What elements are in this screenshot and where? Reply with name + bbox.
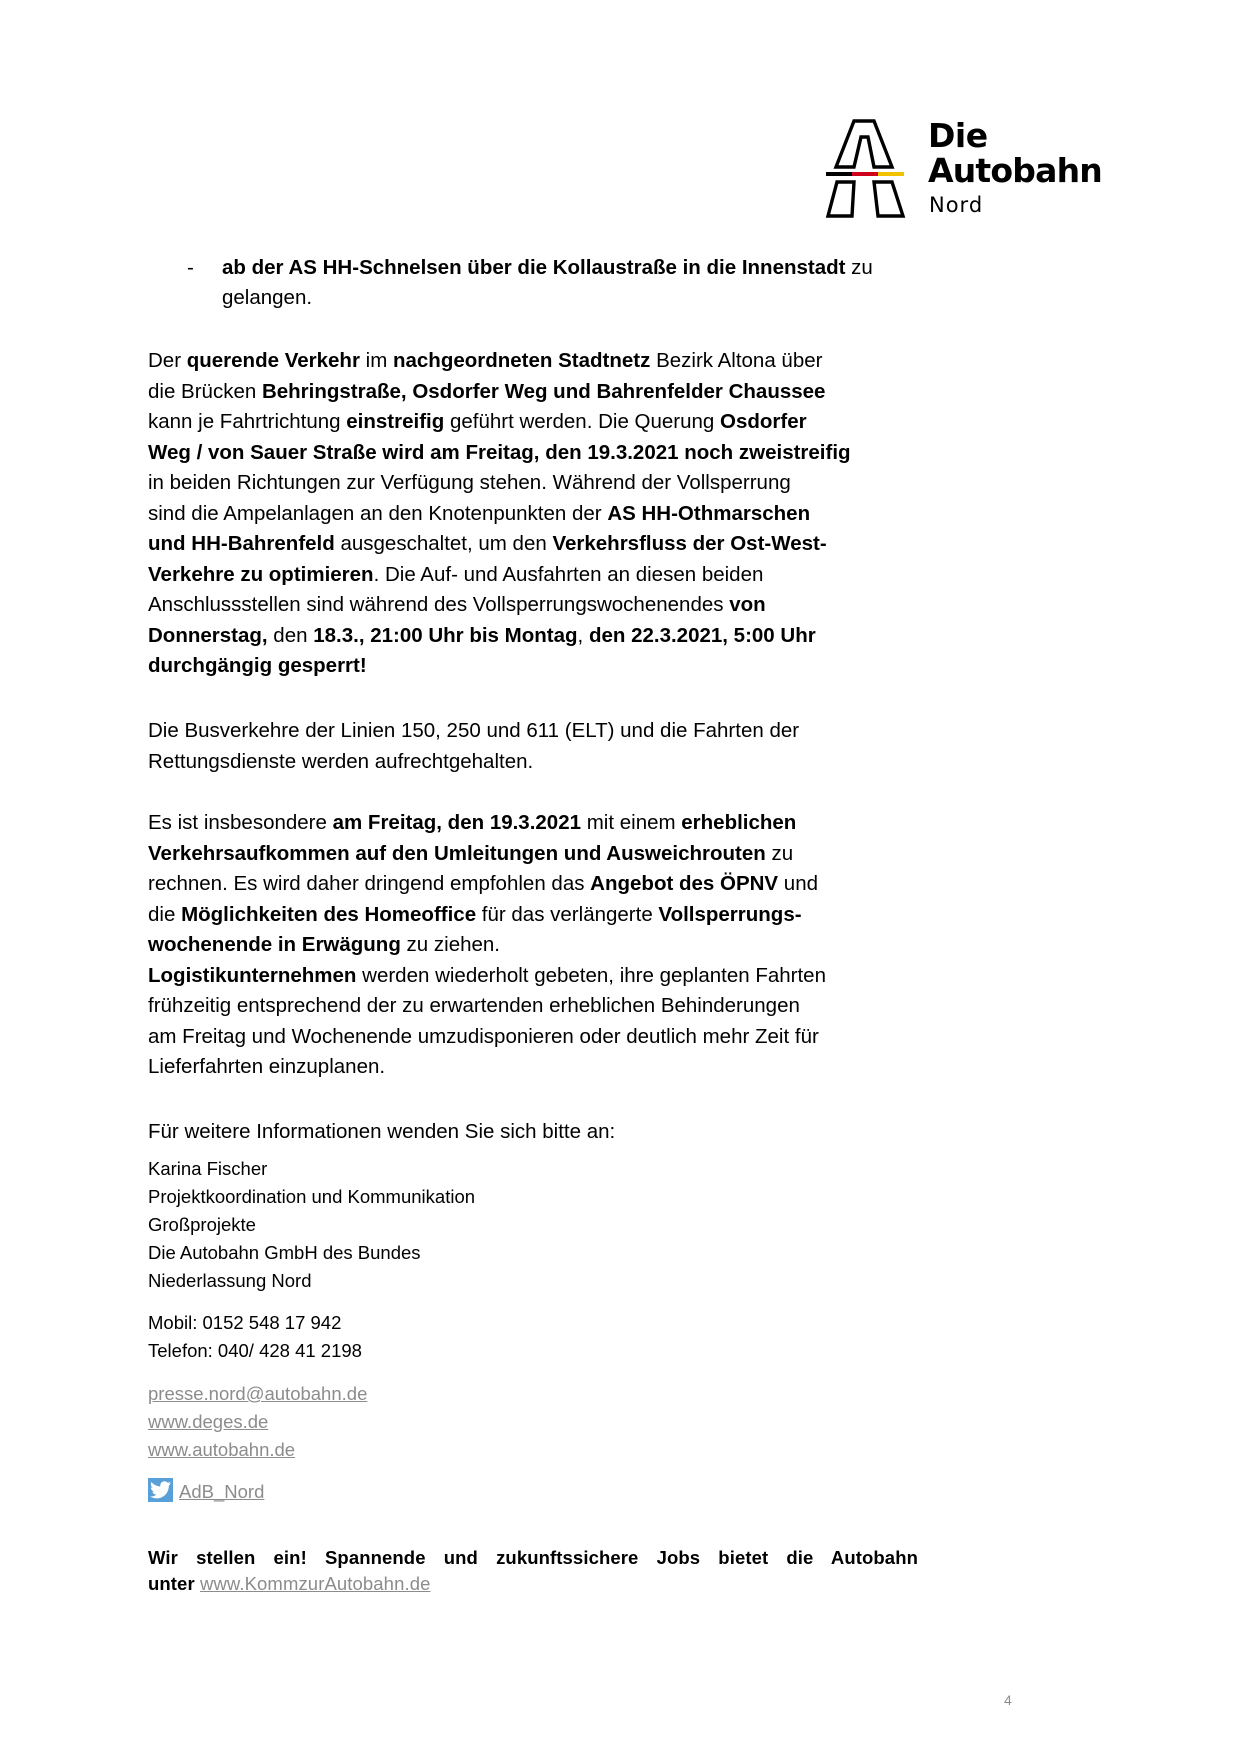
bold-text: wochenende in Erwägung <box>148 933 401 956</box>
text: in beiden Richtungen zur Verfügung stehen. Während der Vollsperrung <box>148 471 791 494</box>
text: Bezirk Altona über <box>650 349 823 372</box>
paragraph-line <box>148 961 826 991</box>
paragraph-line <box>148 1052 385 1082</box>
contact-mobile: Mobil: 0152 548 17 942 <box>148 1312 342 1333</box>
paragraph-line <box>148 468 791 498</box>
paragraph-line: Die Busverkehre der Linien 150, 250 und 611 (ELT) und die Fahrten der <box>148 719 800 742</box>
bold-text: den 22.3.2021, 5:00 Uhr <box>588 623 816 647</box>
bold-text: ab der AS HH-Schnelsen über die Kollaustraße in die Innenstadt <box>222 256 846 279</box>
text: , <box>577 623 589 647</box>
jobs-website-link[interactable]: www.KommzurAutobahn.de <box>200 1573 431 1594</box>
text: sind die Ampelanlagen an den Knotenpunkten der <box>148 501 608 525</box>
contact-branch: Niederlassung Nord <box>148 1270 312 1291</box>
text: geführt werden. Die Querung <box>444 410 721 433</box>
bold-text: erheblichen <box>681 811 797 834</box>
bold-text: Logistikunternehmen <box>148 963 357 987</box>
twitter-handle-link[interactable]: AdB_Nord <box>179 1481 265 1502</box>
paragraph-line <box>148 869 818 899</box>
autobahn-website-link[interactable]: www.autobahn.de <box>148 1439 296 1460</box>
paragraph-line <box>148 808 796 838</box>
paragraph-line <box>148 651 367 681</box>
text: kann je Fahrtrichtung <box>148 410 347 433</box>
autobahn-logo <box>824 116 1102 222</box>
bold-text: von <box>729 593 766 616</box>
paragraph-line <box>148 529 827 559</box>
paragraph-line <box>148 346 822 376</box>
bold-text: nachgeordneten Stadtnetz <box>392 349 651 372</box>
flag-stripe-red <box>852 172 878 176</box>
bullet-line-2: gelangen. <box>222 286 313 309</box>
autobahn-road-icon <box>824 118 908 222</box>
flag-stripe-gold <box>878 172 904 176</box>
bold-text: Verkehrsfluss der Ost-West- <box>552 532 827 555</box>
paragraph-line <box>148 839 793 869</box>
flag-stripe-black <box>826 172 852 176</box>
text: und <box>778 872 819 895</box>
contact-company: Die Autobahn GmbH des Bundes <box>148 1242 421 1263</box>
bullet-marker: - <box>187 256 194 279</box>
bold-text: Donnerstag, <box>148 623 268 647</box>
text: Anschlussstellen sind während des Vollsperrungswochenendes <box>148 593 730 616</box>
bold-text: durchgängig gesperrt! <box>148 654 367 677</box>
contact-phone: Telefon: 040/ 428 41 2198 <box>148 1340 362 1361</box>
text: . Die Auf- und Ausfahrten an diesen beiden <box>373 562 764 586</box>
bold-text: Behringstraße, Osdorfer Weg und Bahrenfelder Chaussee <box>261 379 826 403</box>
text: die Brücken <box>148 379 262 403</box>
paragraph-line <box>148 900 802 930</box>
paragraph-line <box>148 499 810 529</box>
contact-role: Projektkoordination und Kommunikation <box>148 1186 476 1207</box>
text: rechnen. Es wird daher dringend empfohlen das <box>148 872 591 895</box>
paragraph-line <box>148 438 851 468</box>
bold-text: Möglichkeiten des Homeoffice <box>181 902 477 926</box>
bullet-line-1 <box>222 253 873 283</box>
jobs-line-2 <box>148 1571 430 1597</box>
text: Lieferfahrten einzuplanen. <box>148 1055 386 1078</box>
deges-website-link[interactable]: www.deges.de <box>148 1411 269 1432</box>
bold-text: querende Verkehr <box>186 349 360 372</box>
contact-intro: Für weitere Informationen wenden Sie sich bitte an: <box>148 1120 616 1143</box>
text: Es ist insbesondere <box>148 811 333 834</box>
paragraph-line: Rettungsdienste werden aufrechtgehalten. <box>148 749 534 773</box>
bold-text: einstreifig <box>346 410 445 433</box>
twitter-bird-icon[interactable] <box>148 1478 173 1502</box>
bold-text: Verkehrsaufkommen auf den Umleitungen und Ausweichrouten <box>148 841 766 865</box>
bold-text: und HH-Bahrenfeld <box>148 532 335 555</box>
bold-text: Osdorfer <box>720 410 807 433</box>
paragraph-line <box>148 621 816 651</box>
page-number: 4 <box>1004 1692 1012 1708</box>
bold-text: Weg / von Sauer Straße wird am Freitag, den 19.3.2021 noch zweistreifig <box>148 440 851 464</box>
bold-text: Vollsperrungs- <box>658 902 802 926</box>
logo-text-autobahn: Autobahn <box>928 151 1102 190</box>
text: mit einem <box>581 811 682 834</box>
bold-text: am Freitag, den 19.3.2021 <box>332 811 582 834</box>
text: werden wiederholt gebeten, ihre geplanten Fahrten <box>356 963 826 987</box>
jobs-line-1: Wir stellen ein! Spannende und zukunftssichere Jobs bietet die Autobahn <box>148 1547 918 1568</box>
text: zu <box>845 256 873 279</box>
paragraph-line <box>148 377 825 407</box>
text: ausgeschaltet, um den <box>334 532 553 555</box>
text: zu <box>765 841 794 865</box>
text: die <box>148 902 182 926</box>
text: zu ziehen. <box>400 933 501 956</box>
contact-department: Großprojekte <box>148 1214 256 1235</box>
bold-text: Verkehre zu optimieren <box>148 562 374 586</box>
text: am Freitag und Wochenende umzudisponieren oder deutlich mehr Zeit für <box>148 1024 819 1048</box>
text: im <box>359 349 393 372</box>
contact-name: Karina Fischer <box>148 1158 268 1179</box>
text: den <box>267 623 314 647</box>
paragraph-line <box>148 930 500 960</box>
logo-text-die: Die <box>928 116 988 155</box>
text: für das verlängerte <box>476 902 659 926</box>
email-link[interactable]: presse.nord@autobahn.de <box>148 1383 368 1404</box>
bold-text: AS HH-Othmarschen <box>607 501 811 525</box>
paragraph-line <box>148 991 800 1021</box>
text: frühzeitig entsprechend der zu erwartenden erheblichen Behinderungen <box>148 994 800 1017</box>
bold-text: 18.3., 21:00 Uhr bis Montag <box>313 623 578 647</box>
paragraph-line <box>148 1022 819 1052</box>
paragraph-line <box>148 560 763 590</box>
paragraph-line <box>148 407 807 437</box>
logo-text-nord: Nord <box>929 193 984 217</box>
bold-text: Angebot des ÖPNV <box>590 872 779 895</box>
jobs-unter: unter <box>148 1573 195 1594</box>
paragraph-line <box>148 590 766 620</box>
text: Der <box>148 349 187 372</box>
